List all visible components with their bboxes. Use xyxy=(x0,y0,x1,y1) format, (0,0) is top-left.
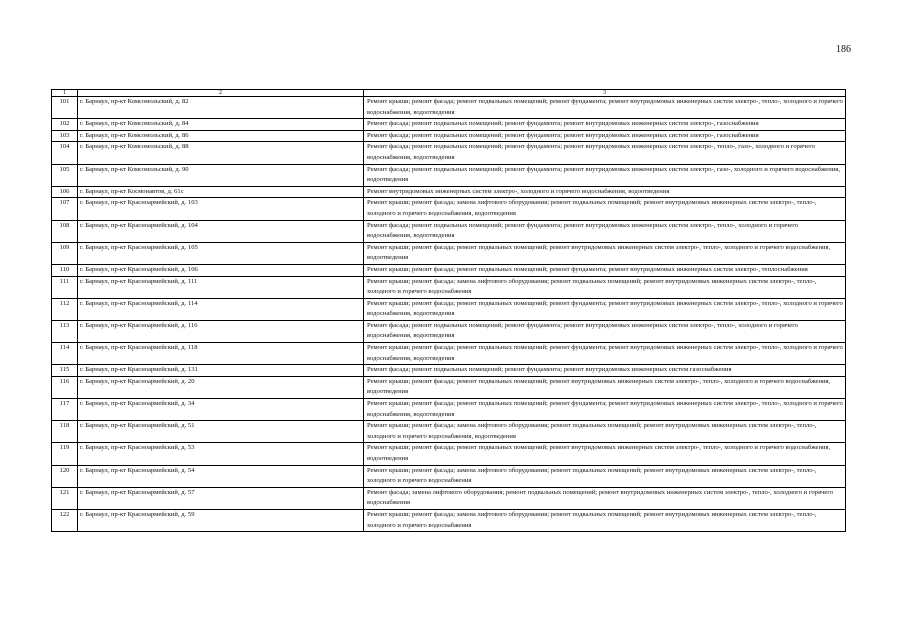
address-cell: г. Барнаул, пр-кт Красноармейский, д. 57 xyxy=(78,487,364,509)
row-number: 103 xyxy=(52,130,78,142)
table-row xyxy=(52,376,846,398)
row-number: 115 xyxy=(52,365,78,377)
table-row xyxy=(52,142,846,164)
address-cell: г. Барнаул, пр-кт Красноармейский, д. 53 xyxy=(78,443,364,465)
table-row xyxy=(52,421,846,443)
table-row xyxy=(52,399,846,421)
row-number: 112 xyxy=(52,298,78,320)
row-number: 113 xyxy=(52,320,78,342)
table-row xyxy=(52,220,846,242)
address-cell: г. Барнаул, пр-кт Красноармейский, д. 114 xyxy=(78,298,364,320)
header-row xyxy=(52,90,846,97)
table-row xyxy=(52,198,846,220)
table-row xyxy=(52,264,846,276)
table-row xyxy=(52,320,846,342)
address-cell: г. Барнаул, пр-кт Космонавтов, д. 61с xyxy=(78,186,364,198)
table-row xyxy=(52,509,846,531)
works-cell: Ремонт крыши; ремонт фасада; замена лифтового оборудования; ремонт подвальных помещений; ремонт внутридомовых инженерных систем электро-, тепло-, холодного и горячего водоснабжения, водоотведения xyxy=(364,421,846,443)
address-cell: г. Барнаул, пр-кт Красноармейский, д. 131 xyxy=(78,365,364,377)
row-number: 102 xyxy=(52,119,78,131)
address-cell: г. Барнаул, пр-кт Красноармейский, д. 104 xyxy=(78,220,364,242)
row-number: 107 xyxy=(52,198,78,220)
works-cell: Ремонт крыши; ремонт фасада; ремонт подвальных помещений; ремонт фундамента; ремонт внутридомовых инженерных систем электро-, тепло-, холодного и горячего водоснабжения, водоотведения xyxy=(364,343,846,365)
row-number: 109 xyxy=(52,242,78,264)
row-number: 118 xyxy=(52,421,78,443)
column-header-number: 1 xyxy=(52,90,78,97)
address-cell: г. Барнаул, пр-кт Красноармейский, д. 118 xyxy=(78,343,364,365)
table-row xyxy=(52,242,846,264)
works-cell: Ремонт фасада; ремонт подвальных помещений; ремонт фундамента; ремонт внутридомовых инженерных систем электро-, тепло-, холодного и горячего водоснабжения, водоотведения xyxy=(364,320,846,342)
address-cell: г. Барнаул, пр-кт Красноармейский, д. 59 xyxy=(78,509,364,531)
address-cell: г. Барнаул, пр-кт Красноармейский, д. 105 xyxy=(78,242,364,264)
row-number: 106 xyxy=(52,186,78,198)
table-row xyxy=(52,186,846,198)
works-cell: Ремонт внутридомовых инженерных систем электро-, холодного и горячего водоснабжения, водоотведения xyxy=(364,186,846,198)
table-header xyxy=(52,90,846,97)
works-cell: Ремонт крыши; ремонт фасада; ремонт подвальных помещений; ремонт внутридомовых инженерных систем электро-, тепло-, холодного и горячего водоснабжения, водоотведения xyxy=(364,376,846,398)
table-row xyxy=(52,487,846,509)
row-number: 122 xyxy=(52,509,78,531)
table-row xyxy=(52,365,846,377)
works-cell: Ремонт фасада; ремонт подвальных помещений; ремонт фундамента; ремонт внутридомовых инженерных систем электро-, тепло-, холодного и горячего водоснабжения, водоотведения xyxy=(364,220,846,242)
row-number: 110 xyxy=(52,264,78,276)
works-cell: Ремонт крыши; ремонт фасада; замена лифтового оборудования; ремонт подвальных помещений; ремонт внутридомовых инженерных систем электро-, тепло-, холодного и горячего водоснабжения xyxy=(364,465,846,487)
row-number: 105 xyxy=(52,164,78,186)
works-cell: Ремонт крыши; ремонт фасада; ремонт подвальных помещений; ремонт внутридомовых инженерных систем электро-, тепло-, холодного и горячего водоснабжения, водоотведения xyxy=(364,242,846,264)
works-cell: Ремонт фасада; ремонт подвальных помещений; ремонт фундамента; ремонт внутридомовых инженерных систем электро-, газоснабжения xyxy=(364,119,846,131)
works-cell: Ремонт фасада; ремонт подвальных помещений; ремонт фундамента; ремонт внутридомовых инженерных систем электро-, тепло-, газо-, холодного и горячего водоснабжения, водоотведения xyxy=(364,142,846,164)
row-number: 114 xyxy=(52,343,78,365)
row-number: 120 xyxy=(52,465,78,487)
address-cell: г. Барнаул, пр-кт Красноармейский, д. 54 xyxy=(78,465,364,487)
row-number: 111 xyxy=(52,276,78,298)
works-cell: Ремонт крыши; ремонт фасада; ремонт подвальных помещений; ремонт фундамента; ремонт внутридомовых инженерных систем электро-, тепло-, холодного и горячего водоснабжения, водоотведения xyxy=(364,298,846,320)
row-number: 119 xyxy=(52,443,78,465)
table-row xyxy=(52,343,846,365)
works-cell: Ремонт крыши; ремонт фасада; ремонт подвальных помещений; ремонт фундамента; ремонт внутридомовых инженерных систем электро-, теплоснабжения xyxy=(364,264,846,276)
table-row xyxy=(52,443,846,465)
table-row xyxy=(52,276,846,298)
address-cell: г. Барнаул, пр-кт Комсомольский, д. 82 xyxy=(78,97,364,119)
table-row xyxy=(52,465,846,487)
page-number: 186 xyxy=(836,44,851,55)
works-cell: Ремонт крыши; ремонт фасада; ремонт подвальных помещений; ремонт фундамента; ремонт внутридомовых инженерных систем электро-, тепло-, холодного и горячего водоснабжения, водоотведения xyxy=(364,399,846,421)
works-cell: Ремонт фасада; замена лифтового оборудования; ремонт подвальных помещений; ремонт внутридомовых инженерных систем электро-, тепло-, холодного и горячего водоснабжения xyxy=(364,487,846,509)
address-cell: г. Барнаул, пр-кт Красноармейский, д. 116 xyxy=(78,320,364,342)
table-row xyxy=(52,164,846,186)
address-cell: г. Барнаул, пр-кт Красноармейский, д. 103 xyxy=(78,198,364,220)
address-cell: г. Барнаул, пр-кт Красноармейский, д. 34 xyxy=(78,399,364,421)
table-row xyxy=(52,298,846,320)
row-number: 121 xyxy=(52,487,78,509)
address-cell: г. Барнаул, пр-кт Красноармейский, д. 106 xyxy=(78,264,364,276)
works-cell: Ремонт фасада; ремонт подвальных помещений; ремонт фундамента; ремонт внутридомовых инженерных систем газоснабжения xyxy=(364,365,846,377)
works-cell: Ремонт крыши; ремонт фасада; ремонт подвальных помещений; ремонт внутридомовых инженерных систем электро-, тепло-, холодного и горячего водоснабжения, водоотведения xyxy=(364,443,846,465)
works-cell: Ремонт крыши; ремонт фасада; замена лифтового оборудования; ремонт подвальных помещений; ремонт внутридомовых инженерных систем электро-, тепло-, холодного и горячего водоснабжения xyxy=(364,276,846,298)
works-cell: Ремонт фасада; ремонт подвальных помещений; ремонт фундамента; ремонт внутридомовых инженерных систем электро-, газоснабжения xyxy=(364,130,846,142)
address-cell: г. Барнаул, пр-кт Комсомольский, д. 88 xyxy=(78,142,364,164)
row-number: 104 xyxy=(52,142,78,164)
works-cell: Ремонт крыши; ремонт фасада; ремонт подвальных помещений; ремонт фундамента; ремонт внутридомовых инженерных систем электро-, тепло-, холодного и горячего водоснабжения, водоотведения xyxy=(364,97,846,119)
address-cell: г. Барнаул, пр-кт Красноармейский, д. 111 xyxy=(78,276,364,298)
row-number: 116 xyxy=(52,376,78,398)
address-cell: г. Барнаул, пр-кт Красноармейский, д. 20 xyxy=(78,376,364,398)
repair-works-table xyxy=(51,89,846,532)
row-number: 117 xyxy=(52,399,78,421)
works-cell: Ремонт крыши; ремонт фасада; замена лифтового оборудования; ремонт подвальных помещений; ремонт внутридомовых инженерных систем электро-, тепло-, холодного и горячего водоснабжения, водоотведения xyxy=(364,198,846,220)
row-number: 108 xyxy=(52,220,78,242)
table-body xyxy=(52,97,846,532)
table-row xyxy=(52,97,846,119)
column-header-works: 3 xyxy=(364,90,846,97)
row-number: 101 xyxy=(52,97,78,119)
column-header-address: 2 xyxy=(78,90,364,97)
address-cell: г. Барнаул, пр-кт Комсомольский, д. 90 xyxy=(78,164,364,186)
address-cell: г. Барнаул, пр-кт Комсомольский, д. 84 xyxy=(78,119,364,131)
table-row xyxy=(52,130,846,142)
works-cell: Ремонт фасада; ремонт подвальных помещений; ремонт фундамента; ремонт внутридомовых инженерных систем электро-, газо-, холодного и горячего водоснабжения, водоотведения xyxy=(364,164,846,186)
address-cell: г. Барнаул, пр-кт Комсомольский, д. 86 xyxy=(78,130,364,142)
works-cell: Ремонт крыши; ремонт фасада; замена лифтового оборудования; ремонт подвальных помещений; ремонт внутридомовых инженерных систем электро-, тепло-, холодного и горячего водоснабжения xyxy=(364,509,846,531)
table-row xyxy=(52,119,846,131)
address-cell: г. Барнаул, пр-кт Красноармейский, д. 51 xyxy=(78,421,364,443)
